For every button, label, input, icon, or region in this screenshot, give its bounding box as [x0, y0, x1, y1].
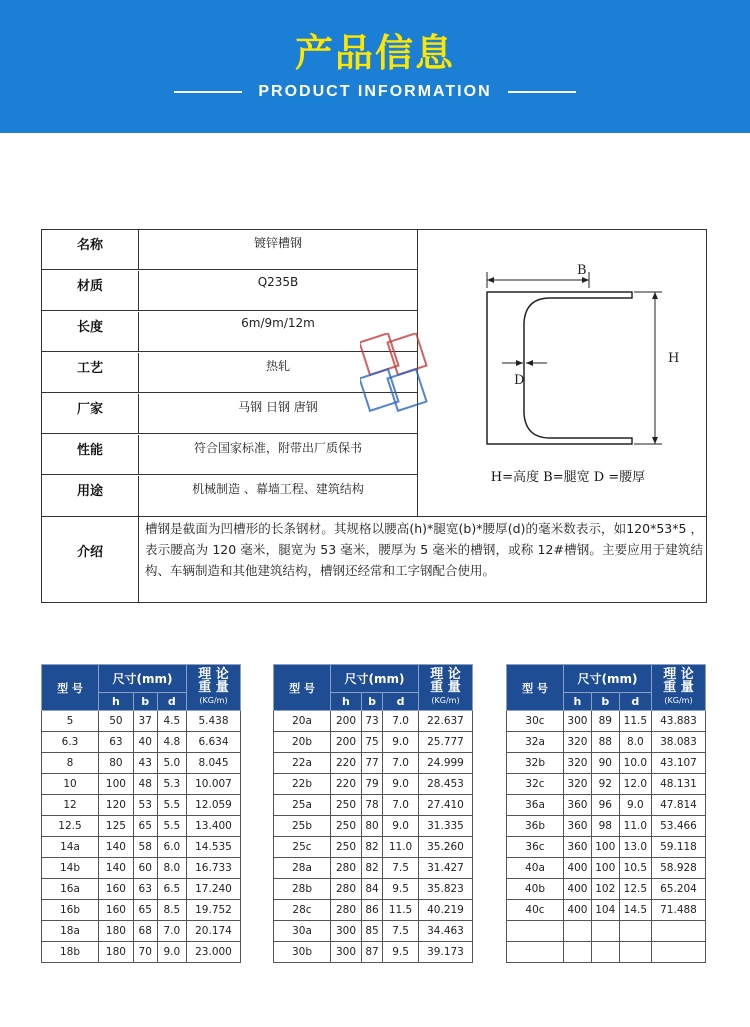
- cell-b: 68: [133, 921, 157, 942]
- cell-h: 120: [99, 795, 134, 816]
- cell-model: 5: [42, 711, 99, 732]
- table-row: [274, 816, 473, 837]
- cell-weight: [652, 921, 706, 942]
- cell-h: 80: [99, 753, 134, 774]
- cell-weight: 43.107: [652, 753, 706, 774]
- info-row: [42, 435, 417, 475]
- cell-model: 16b: [42, 900, 99, 921]
- cell-b: 87: [361, 942, 382, 963]
- label-d: D: [514, 373, 525, 388]
- cell-h: 200: [331, 732, 362, 753]
- cell-h: 250: [331, 795, 362, 816]
- watermark-stamp: [360, 333, 430, 413]
- cell-b: 100: [591, 858, 619, 879]
- cell-d: 9.0: [383, 774, 419, 795]
- table-row: [42, 795, 241, 816]
- cell-h: 400: [564, 858, 592, 879]
- cell-b: 63: [133, 879, 157, 900]
- cell-h: 400: [564, 879, 592, 900]
- cell-h: 320: [564, 774, 592, 795]
- cell-h: 100: [99, 774, 134, 795]
- cell-b: 88: [591, 732, 619, 753]
- diagram-legend: H=高度 B=腿宽 D =腰厚: [490, 470, 646, 485]
- header-weight: [187, 665, 241, 711]
- table-row: [42, 921, 241, 942]
- cell-d: 9.0: [383, 816, 419, 837]
- cell-weight: 20.174: [187, 921, 241, 942]
- info-row: [42, 476, 417, 516]
- table-row: [507, 795, 706, 816]
- cell-d: 10.0: [619, 753, 651, 774]
- header-model: 型 号: [42, 665, 99, 711]
- cell-h: 320: [564, 732, 592, 753]
- cell-d: 8.0: [157, 858, 186, 879]
- spec-table-3: [506, 664, 706, 963]
- cell-b: 37: [133, 711, 157, 732]
- cell-weight: 58.928: [652, 858, 706, 879]
- cell-b: 104: [591, 900, 619, 921]
- header-weight-line2: 重 量: [663, 680, 694, 695]
- cell-model: 40a: [507, 858, 564, 879]
- cell-h: 360: [564, 795, 592, 816]
- spec-table-body: [507, 711, 706, 963]
- header-dims: 尺寸(mm): [331, 665, 419, 693]
- cell-h: 360: [564, 816, 592, 837]
- header-weight-line1: 理 论: [198, 667, 229, 682]
- cell-model: 32b: [507, 753, 564, 774]
- spec-table-body: [274, 711, 473, 963]
- stamp-graphic: [360, 333, 430, 413]
- table-row: [507, 858, 706, 879]
- cell-d: 14.5: [619, 900, 651, 921]
- cell-b: 53: [133, 795, 157, 816]
- table-row: [42, 711, 241, 732]
- table-row: [507, 921, 706, 942]
- table-row: [274, 900, 473, 921]
- header-weight-line2: 重 量: [198, 680, 229, 695]
- table-row: [507, 711, 706, 732]
- cell-d: 11.5: [619, 711, 651, 732]
- cell-b: [591, 921, 619, 942]
- info-value: 符合国家标准，附带出厂质保书: [193, 441, 362, 455]
- table-row: [42, 858, 241, 879]
- table-row: [507, 753, 706, 774]
- table-row: [274, 942, 473, 963]
- info-value: 马钢 日钢 唐钢: [238, 400, 318, 414]
- cell-weight: 35.823: [419, 879, 473, 900]
- cell-model: 25c: [274, 837, 331, 858]
- spec-table-body: [42, 711, 241, 963]
- cell-model: 22a: [274, 753, 331, 774]
- info-row: [42, 271, 417, 311]
- cell-model: 32a: [507, 732, 564, 753]
- cell-weight: [652, 942, 706, 963]
- cell-b: 80: [361, 816, 382, 837]
- table-row: [274, 795, 473, 816]
- page-title: 产品信息: [294, 31, 455, 75]
- header-d: d: [383, 693, 419, 711]
- cell-model: 28a: [274, 858, 331, 879]
- cell-b: 90: [591, 753, 619, 774]
- info-value: 机械制造 、幕墙工程、建筑结构: [192, 482, 364, 496]
- cell-d: [619, 921, 651, 942]
- header-weight-unit: (KG/m): [664, 696, 693, 705]
- info-key: 材质: [42, 271, 139, 310]
- cell-h: 63: [99, 732, 134, 753]
- cell-model: 10: [42, 774, 99, 795]
- header-weight-line1: 理 论: [430, 667, 461, 682]
- intro-text: 槽钢是截面为凹槽形的长条钢材。其规格以腰高(h)*腿宽(b)*腰厚(d)的毫米数表示，如120*53*5 ，表示腰高为 120 毫米，腿宽为 53 毫米，腰厚为 5 毫米的槽钢，或称 12#槽钢。主要应用于建筑结构、车辆制造和其他建筑结构，槽钢还经常和工字钢配合使用。: [145, 521, 703, 578]
- cell-weight: 65.204: [652, 879, 706, 900]
- header-b: b: [591, 693, 619, 711]
- cell-d: 12.5: [619, 879, 651, 900]
- cell-h: 180: [99, 921, 134, 942]
- cell-h: 300: [564, 711, 592, 732]
- cell-model: 14a: [42, 837, 99, 858]
- table-row: [42, 942, 241, 963]
- cell-weight: 23.000: [187, 942, 241, 963]
- table-row: [274, 858, 473, 879]
- divider-left: [174, 91, 242, 93]
- cell-h: 50: [99, 711, 134, 732]
- cell-d: 8.5: [157, 900, 186, 921]
- cell-weight: 31.335: [419, 816, 473, 837]
- cell-d: 9.5: [383, 879, 419, 900]
- cell-d: 9.5: [383, 942, 419, 963]
- cell-d: 9.0: [383, 732, 419, 753]
- cell-d: 11.0: [383, 837, 419, 858]
- cell-model: 6.3: [42, 732, 99, 753]
- cell-weight: 38.083: [652, 732, 706, 753]
- cell-d: 7.0: [383, 795, 419, 816]
- cell-model: [507, 942, 564, 963]
- divider-right: [508, 91, 576, 93]
- header-model: 型 号: [507, 665, 564, 711]
- table-row: [507, 816, 706, 837]
- cell-weight: 8.045: [187, 753, 241, 774]
- table-row: [274, 879, 473, 900]
- info-value: 镀锌槽钢: [253, 236, 302, 250]
- cell-b: 85: [361, 921, 382, 942]
- page-subtitle: PRODUCT INFORMATION: [258, 83, 492, 100]
- cell-model: 28c: [274, 900, 331, 921]
- table-row: [274, 711, 473, 732]
- cell-d: [619, 942, 651, 963]
- cell-b: 78: [361, 795, 382, 816]
- cell-b: 75: [361, 732, 382, 753]
- cell-h: 280: [331, 900, 362, 921]
- cell-b: 100: [591, 837, 619, 858]
- cell-b: 60: [133, 858, 157, 879]
- cell-weight: 34.463: [419, 921, 473, 942]
- cell-model: 40b: [507, 879, 564, 900]
- cell-b: 40: [133, 732, 157, 753]
- cell-weight: 59.118: [652, 837, 706, 858]
- cell-model: [507, 921, 564, 942]
- header-banner: [0, 0, 750, 133]
- cell-b: [591, 942, 619, 963]
- table-row: [42, 732, 241, 753]
- cell-b: 73: [361, 711, 382, 732]
- cell-d: 11.5: [383, 900, 419, 921]
- cell-model: 12.5: [42, 816, 99, 837]
- cell-b: 79: [361, 774, 382, 795]
- cell-d: 12.0: [619, 774, 651, 795]
- cell-weight: 19.752: [187, 900, 241, 921]
- info-value: 热轧: [265, 359, 290, 373]
- cell-b: 82: [361, 858, 382, 879]
- cell-h: 125: [99, 816, 134, 837]
- cell-weight: 40.219: [419, 900, 473, 921]
- header-weight-unit: (KG/m): [199, 696, 228, 705]
- cell-model: 30b: [274, 942, 331, 963]
- cell-h: 250: [331, 837, 362, 858]
- cell-h: 300: [331, 942, 362, 963]
- cell-d: 7.5: [383, 858, 419, 879]
- cell-model: 25b: [274, 816, 331, 837]
- cell-d: 10.5: [619, 858, 651, 879]
- info-key: 长度: [42, 312, 139, 351]
- cell-model: 22b: [274, 774, 331, 795]
- info-key: 用途: [42, 476, 139, 516]
- cell-b: 65: [133, 900, 157, 921]
- cell-model: 40c: [507, 900, 564, 921]
- table-row: [42, 774, 241, 795]
- cell-model: 28b: [274, 879, 331, 900]
- header-weight-unit: (KG/m): [431, 696, 460, 705]
- table-row: [42, 900, 241, 921]
- label-h: H: [668, 351, 680, 366]
- table-row: [274, 774, 473, 795]
- cell-model: 32c: [507, 774, 564, 795]
- info-key: 名称: [42, 230, 139, 269]
- table-row: [507, 837, 706, 858]
- cell-b: 96: [591, 795, 619, 816]
- table-row: [274, 732, 473, 753]
- cell-h: 180: [99, 942, 134, 963]
- cell-weight: 39.173: [419, 942, 473, 963]
- cell-weight: 25.777: [419, 732, 473, 753]
- cell-h: 280: [331, 879, 362, 900]
- spec-table-1: [41, 664, 241, 963]
- cell-weight: 35.260: [419, 837, 473, 858]
- cell-d: 7.0: [383, 753, 419, 774]
- cell-b: 65: [133, 816, 157, 837]
- header-weight-line2: 重 量: [430, 680, 461, 695]
- info-key: 厂家: [42, 394, 139, 433]
- cell-h: 140: [99, 837, 134, 858]
- cell-model: 14b: [42, 858, 99, 879]
- cell-b: 92: [591, 774, 619, 795]
- cell-h: 160: [99, 879, 134, 900]
- header-weight-line1: 理 论: [663, 667, 694, 682]
- cell-weight: 5.438: [187, 711, 241, 732]
- header-weight: [419, 665, 473, 711]
- cell-b: 43: [133, 753, 157, 774]
- cell-h: 200: [331, 711, 362, 732]
- cell-b: 102: [591, 879, 619, 900]
- table-row: [274, 753, 473, 774]
- cell-weight: 6.634: [187, 732, 241, 753]
- label-b: B: [577, 263, 587, 278]
- cell-h: 300: [331, 921, 362, 942]
- cell-model: 12: [42, 795, 99, 816]
- cell-h: [564, 942, 592, 963]
- cell-b: 89: [591, 711, 619, 732]
- cell-h: 160: [99, 900, 134, 921]
- cell-h: 220: [331, 774, 362, 795]
- cell-weight: 10.007: [187, 774, 241, 795]
- header-d: d: [619, 693, 651, 711]
- cell-model: 8: [42, 753, 99, 774]
- cell-h: 320: [564, 753, 592, 774]
- cell-weight: 16.733: [187, 858, 241, 879]
- spec-table-2: [273, 664, 473, 963]
- cell-model: 18b: [42, 942, 99, 963]
- cell-model: 16a: [42, 879, 99, 900]
- cell-h: 220: [331, 753, 362, 774]
- cell-model: 25a: [274, 795, 331, 816]
- cell-weight: 43.883: [652, 711, 706, 732]
- header-h: h: [331, 693, 362, 711]
- cell-d: 5.0: [157, 753, 186, 774]
- info-value: 6m/9m/12m: [241, 316, 315, 330]
- table-row: [507, 942, 706, 963]
- cell-d: 11.0: [619, 816, 651, 837]
- table-row: [274, 921, 473, 942]
- header-h: h: [99, 693, 134, 711]
- cell-weight: 14.535: [187, 837, 241, 858]
- cell-d: 6.0: [157, 837, 186, 858]
- cell-d: 9.0: [157, 942, 186, 963]
- cell-weight: 24.999: [419, 753, 473, 774]
- cell-weight: 48.131: [652, 774, 706, 795]
- cell-b: 70: [133, 942, 157, 963]
- info-value: Q235B: [257, 275, 299, 289]
- cell-weight: 71.488: [652, 900, 706, 921]
- intro-row: [42, 516, 706, 603]
- cell-weight: 27.410: [419, 795, 473, 816]
- cell-h: 400: [564, 900, 592, 921]
- cell-b: 84: [361, 879, 382, 900]
- cell-b: 77: [361, 753, 382, 774]
- cell-model: 18a: [42, 921, 99, 942]
- table-row: [42, 879, 241, 900]
- info-key: 工艺: [42, 353, 139, 392]
- cell-weight: 12.059: [187, 795, 241, 816]
- cell-weight: 47.814: [652, 795, 706, 816]
- cell-h: 250: [331, 816, 362, 837]
- header-b: b: [133, 693, 157, 711]
- cell-d: 4.5: [157, 711, 186, 732]
- cell-d: 7.0: [157, 921, 186, 942]
- table-row: [274, 837, 473, 858]
- cell-d: 5.3: [157, 774, 186, 795]
- cell-d: 8.0: [619, 732, 651, 753]
- header-model: 型 号: [274, 665, 331, 711]
- cell-h: [564, 921, 592, 942]
- cell-model: 20b: [274, 732, 331, 753]
- cell-d: 5.5: [157, 816, 186, 837]
- cell-d: 9.0: [619, 795, 651, 816]
- info-key: 性能: [42, 435, 139, 474]
- cell-b: 48: [133, 774, 157, 795]
- cell-model: 30c: [507, 711, 564, 732]
- table-row: [507, 774, 706, 795]
- header-dims: 尺寸(mm): [99, 665, 187, 693]
- cell-b: 86: [361, 900, 382, 921]
- table-row: [42, 837, 241, 858]
- cell-h: 360: [564, 837, 592, 858]
- cell-weight: 13.400: [187, 816, 241, 837]
- subtitle-row: [0, 80, 750, 104]
- header-dims: 尺寸(mm): [564, 665, 652, 693]
- table-row: [42, 816, 241, 837]
- cell-h: 280: [331, 858, 362, 879]
- cell-b: 82: [361, 837, 382, 858]
- info-row: [42, 230, 417, 270]
- table-row: [507, 732, 706, 753]
- cell-h: 140: [99, 858, 134, 879]
- cell-d: 13.0: [619, 837, 651, 858]
- cell-model: 36a: [507, 795, 564, 816]
- product-info-table: [41, 229, 707, 603]
- header-b: b: [361, 693, 382, 711]
- cell-weight: 17.240: [187, 879, 241, 900]
- intro-key: 介绍: [42, 517, 139, 603]
- cell-model: 30a: [274, 921, 331, 942]
- cell-b: 58: [133, 837, 157, 858]
- cell-d: 5.5: [157, 795, 186, 816]
- header-d: d: [157, 693, 186, 711]
- table-row: [507, 900, 706, 921]
- table-row: [507, 879, 706, 900]
- cell-model: 20a: [274, 711, 331, 732]
- cell-d: 7.5: [383, 921, 419, 942]
- cell-d: 7.0: [383, 711, 419, 732]
- channel-diagram: [418, 230, 706, 516]
- header-weight: [652, 665, 706, 711]
- table-row: [42, 753, 241, 774]
- cell-weight: 22.637: [419, 711, 473, 732]
- header-h: h: [564, 693, 592, 711]
- cell-d: 4.8: [157, 732, 186, 753]
- cell-b: 98: [591, 816, 619, 837]
- cell-weight: 31.427: [419, 858, 473, 879]
- cell-d: 6.5: [157, 879, 186, 900]
- cell-weight: 28.453: [419, 774, 473, 795]
- cell-model: 36c: [507, 837, 564, 858]
- cell-weight: 53.466: [652, 816, 706, 837]
- cell-model: 36b: [507, 816, 564, 837]
